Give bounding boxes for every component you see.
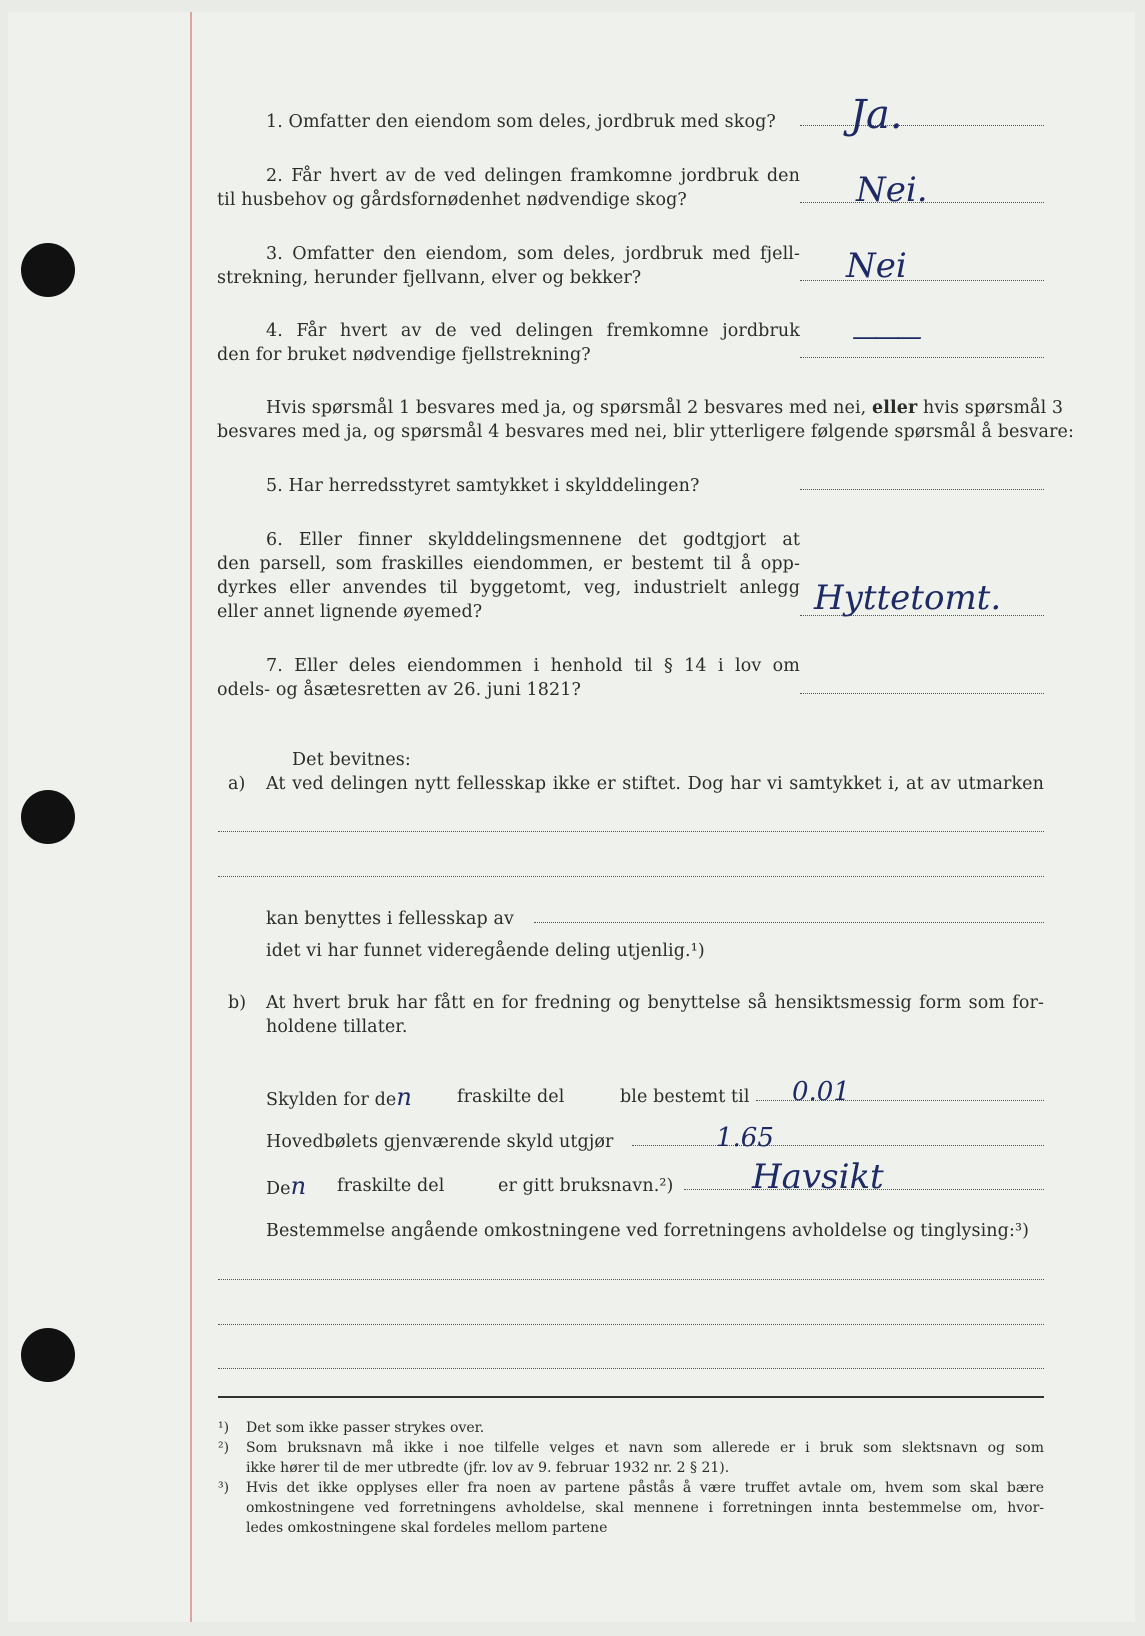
omkostning-label: Bestemmelse angående omkostningene ved forretningens avholdelse og tinglysing:³) xyxy=(266,1221,1029,1241)
condition-line-2: besvares med ja, og spørsmål 4 besvares med nei, blir ytterligere følgende spørsmål å besvare: xyxy=(217,422,1074,442)
punch-hole xyxy=(21,790,75,844)
question-4-line-2: den for bruket nødvendige fjellstrekning? xyxy=(217,345,591,365)
fill-line xyxy=(534,922,1044,923)
condition-line-1: Hvis spørsmål 1 besvares med ja, og spørsmål 2 besvares med nei, eller hvis spørsmål 3 xyxy=(266,398,1064,418)
question-1: 1. Omfatter den eiendom som deles, jordbruk med skog? xyxy=(266,112,776,132)
punch-hole xyxy=(21,243,75,297)
question-6-line-1: 6. Eller finner skylddelingsmennene det godtgjort at xyxy=(266,530,800,550)
fill-line xyxy=(632,1145,1044,1146)
answer-line-1 xyxy=(800,125,1044,126)
hoved-label: Hovedbølets gjenværende skyld utgjør xyxy=(266,1132,614,1152)
fill-line xyxy=(218,1279,1044,1280)
attest-a-text: At ved delingen nytt fellesskap ikke er stiftet. Dog har vi samtykket i, at av utmarken xyxy=(266,774,1044,794)
hoved-value: 1.65 xyxy=(716,1123,774,1153)
question-2-line-2: til husbehov og gårdsfornødenhet nødvendige skog? xyxy=(217,190,687,210)
question-4-line-1: 4. Får hvert av de ved delingen fremkomne jordbruk xyxy=(266,321,800,341)
fill-line xyxy=(218,831,1044,832)
fill-line xyxy=(218,876,1044,877)
answer-4: ——— xyxy=(852,322,918,352)
answer-6: Hyttetomt. xyxy=(814,578,1002,618)
skyld-value: 0.01 xyxy=(792,1077,850,1107)
attest-b-line-1: At hvert bruk har fått en for fredning og benyttelse så hensiktsmessig form som for- xyxy=(266,993,1044,1013)
navn-label-2: fraskilte del xyxy=(337,1176,445,1196)
punch-hole xyxy=(21,1328,75,1382)
question-6-line-3: dyrkes eller anvendes til byggetomt, veg, industrielt anlegg xyxy=(217,578,800,598)
question-7-line-2: odels- og åsætesretten av 26. juni 1821? xyxy=(217,680,581,700)
attest-a-label: a) xyxy=(228,774,246,794)
skyld-label-2: fraskilte del xyxy=(457,1087,565,1107)
document-page: 1. Omfatter den eiendom som deles, jordbruk med skog? Ja. 2. Får hvert av de ved delingen framkomne jordbruk den til husbehov og gårdsfornødenhet nødvendige skog? Nei. 3. Omfatter den eiendom, som deles, jordbruk med fjell- strekning, herunder fjellvann, elver og bekker? Nei 4. Får hvert av de ved delingen fremkomne jordbruk den for bruket nødvendige fjellstrekning? ——— Hvis spørsmål 1 besvares med ja, og spørsmål 2 besvares med nei, eller hvis spørsmål 3 besvares med ja, og spørsmål 4 besvares med nei, blir ytterligere følgende spørsmål å besvare: 5. Har herredsstyret samtykket i skylddelingen? 6. Eller finner skylddelingsmennene det godtgjort at den parsell, som fraskilles eiendommen, er bestemt til å opp- dyrkes eller anvendes til byggetomt, veg, industrielt anlegg eller annet lignende øyemed? Hyttetomt. 7. Eller deles eiendommen i henhold til § 14 i lov om odels- og åsætesretten av 26. juni 1821? Det bevitnes: a) At ved delingen nytt fellesskap ikke er stiftet. Dog har vi samtykket i, at av utmarken kan benyttes i fellesskap av idet vi har funnet videregående deling utjenlig.¹) b) At hvert bruk har fått en for fredning og benyttelse så hensiktsmessig form som for- holdene tillater. Skylden for den fraskilte del ble bestemt til 0.01 Hovedbølets gjenværende skyld utgjør 1.65 Den fraskilte del er gitt bruksnavn.²) Havsikt Bestemmelse angående omkostningene ved forretningens avholdelse og tinglysing:³) ¹) Det som ikke passer strykes over. ²) Som bruksnavn må ikke i noe tilfelle velges et navn som allerede er i bruk som slektsnavn og som ikke hører til de mer utbredte (jfr. lov av 9. februar 1932 nr. 2 § 21). ³) Hvis det ikke opplyses eller fra noen av partene påstås å være truffet avtale om, hvem som skal bære omkostningene ved forretningens avholdelse, skal mennene i forretningen innta bestemmelse om, hvor- ledes omkostningene skal fordeles mellom partene xyxy=(0,0,1145,1636)
answer-3: Nei xyxy=(846,246,907,286)
fill-line xyxy=(218,1324,1044,1325)
fill-line xyxy=(218,1368,1044,1369)
question-7-line-1: 7. Eller deles eiendommen i henhold til § 14 i lov om xyxy=(266,656,800,676)
further-division-text: idet vi har funnet videregående deling utjenlig.¹) xyxy=(266,941,705,961)
navn-label: Den xyxy=(266,1172,307,1200)
navn-value: Havsikt xyxy=(752,1157,884,1197)
question-5: 5. Har herredsstyret samtykket i skylddelingen? xyxy=(266,476,700,496)
margin-line xyxy=(190,12,192,1622)
attest-heading: Det bevitnes: xyxy=(292,750,411,770)
answer-1: Ja. xyxy=(850,92,903,138)
question-6-line-4: eller annet lignende øyemed? xyxy=(217,602,483,622)
skyld-label-3: ble bestemt til xyxy=(620,1087,750,1107)
shared-use-label: kan benyttes i fellesskap av xyxy=(266,909,514,929)
question-3-line-2: strekning, herunder fjellvann, elver og bekker? xyxy=(217,268,642,288)
question-2-line-1: 2. Får hvert av de ved delingen framkomne jordbruk den xyxy=(266,166,800,186)
skyld-label: Skylden for den xyxy=(266,1083,412,1111)
navn-label-3: er gitt bruksnavn.²) xyxy=(498,1176,674,1196)
footnote-rule xyxy=(218,1396,1044,1398)
attest-b-label: b) xyxy=(228,993,247,1013)
answer-line-4 xyxy=(800,357,1044,358)
answer-line-5 xyxy=(800,489,1044,490)
answer-line-3 xyxy=(800,280,1044,281)
question-3-line-1: 3. Omfatter den eiendom, som deles, jordbruk med fjell- xyxy=(266,244,800,264)
answer-line-7 xyxy=(800,693,1044,694)
answer-2: Nei. xyxy=(856,170,928,210)
question-6-line-2: den parsell, som fraskilles eiendommen, er bestemt til å opp- xyxy=(217,554,800,574)
attest-b-line-2: holdene tillater. xyxy=(266,1017,408,1037)
